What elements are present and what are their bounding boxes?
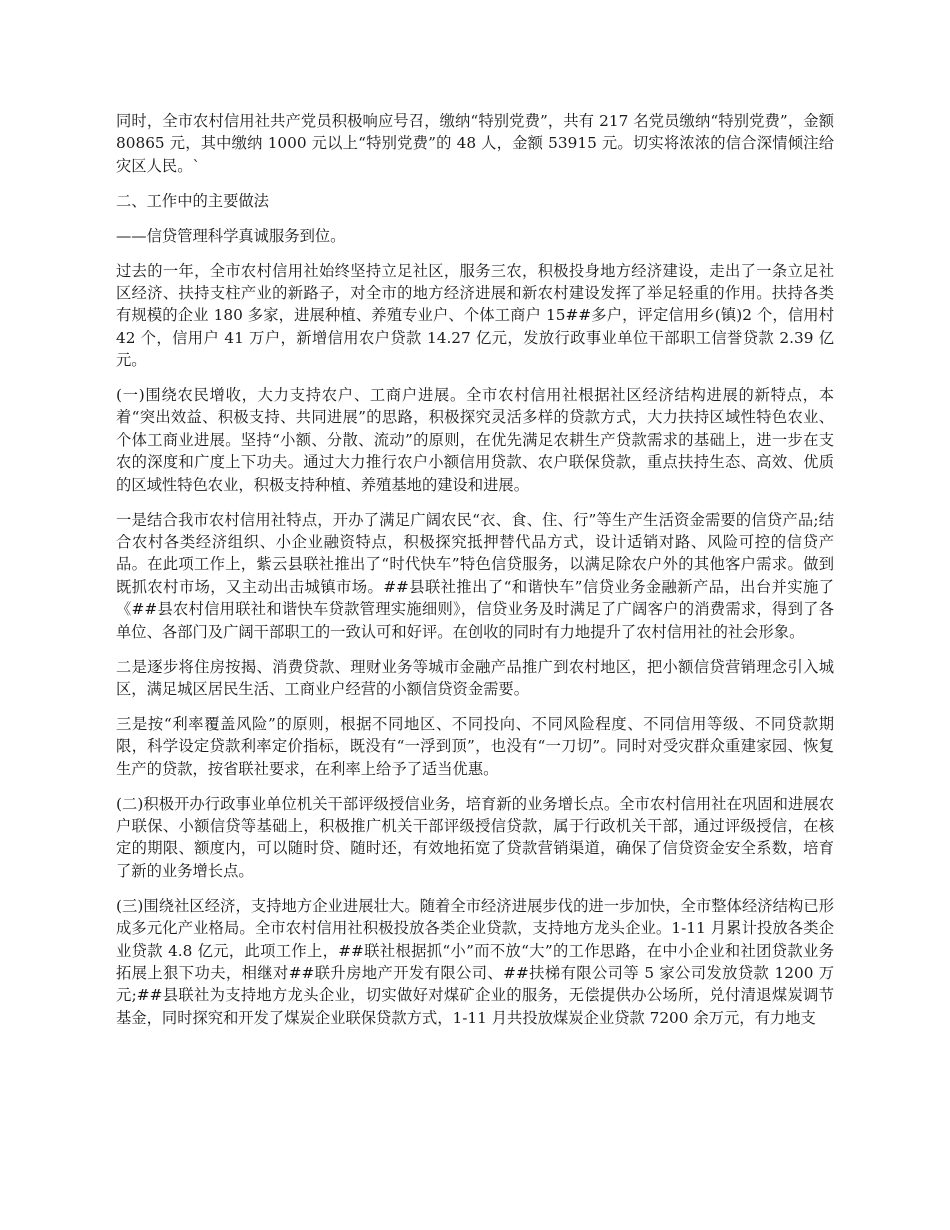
paragraph-item-1: (一)围绕农民增收，大力支持农户、工商户进展。全市农村信用社根据社区经济结构进展的新特点，本着“突出效益、积极支持、共同进展”的思路，积极探究灵活多样的贷款方式，大力扶持区域性特色农业、个体工商业进展。坚持“小额、分散、流动”的原则，在优先满足农耕生产贷款需求的基础上，进一步在支农的深度和广度上下功夫。通过大力推行农户小额信用贷款、农户联保贷款，重点扶持生态、高效、优质的区域性特色农业，积极支持种植、养殖基地的建设和进展。 — [116, 386, 834, 494]
subheading: ——信贷管理科学真诚服务到位。 — [116, 226, 346, 245]
paragraph-overview: 过去的一年，全市农村信用社始终坚持立足社区，服务三农，积极投身地方经济建设，走出了一条立足社区经济、扶持支柱产业的新路子，对全市的地方经济进展和新农村建设发挥了举足轻重的作用。扶持各类有规模的企业 180 多家，进展种植、养殖专业户、个体工商户 15##多户，评定信用乡(镇)2 个，信用村 42 个，信用户 41 万户，新增信用农户贷款 14.27 亿元，发放行政事业单位干部职工信誉贷款 2.39 亿元。 — [116, 261, 834, 370]
paragraph-item-2: (二)积极开办行政事业单位机关干部评级授信业务，培育新的业务增长点。全市农村信用社在巩固和进展农户联保、小额信贷等基础上，积极推广机关干部评级授信贷款，属于行政机关干部，通过评级授信，在核定的期限、额度内，可以随时贷、随时还，有效地拓宽了贷款营销渠道，确保了信贷资金安全系数，培育了新的业务增长点。 — [116, 794, 834, 880]
document-body — [116, 110, 834, 1042]
paragraph-point-3: 三是按“利率覆盖风险”的原则，根据不同地区、不同投向、不同风险程度、不同信用等级、不同贷款期限，科学设定贷款利率定价指标，既没有“一浮到顶”，也没有“一刀切”。同时对受灾群众重建家园、恢复生产的贷款，按省联社要求，在利率上给予了适当优惠。 — [116, 714, 834, 778]
paragraph-item-3: (三)围绕社区经济，支持地方企业进展壮大。随着全市经济进展步伐的进一步加快，全市整体经济结构已形成多元化产业格局。全市农村信用社积极投放各类企业贷款，支持地方龙头企业。1-11 月累计投放各类企业贷款 4.8 亿元，此项工作上，##联社根据抓“小”而不放“大”的工作思路，在中小企业和社团贷款业务拓展上狠下功夫，相继对##联升房地产开发有限公司、##扶梯有限公司等 5 家公司发放贷款 1200 万元;##县联社为支持地方龙头企业，切实做好对煤矿企业的服务，无偿提供办公场所，兑付清退煤炭调节基金，同时探究和开发了煤炭企业联保贷款方式，1-11 月共投放煤炭企业贷款 7200 余万元，有力地支 — [116, 896, 834, 1027]
section-heading: 二、工作中的主要做法 — [116, 191, 269, 210]
paragraph-point-1: 一是结合我市农村信用社特点，开办了满足广阔农民“衣、食、住、行”等生产生活资金需要的信贷产品;结合农村各类经济组织、小企业融资特点，积极探究抵押替代品方式，设计适销对路、风险可控的信贷产品。在此项工作上，紫云县联社推出了“时代快车”特色信贷服务，以满足除农户外的其他客户需求。做到既抓农村市场，又主动出击城镇市场。##县联社推出了“和谐快车”信贷业务金融新产品，出台并实施了《##县农村信用联社和谐快车贷款管理实施细则》，信贷业务及时满足了广阔客户的消费需求，得到了各单位、各部门及广阔干部职工的一致认可和好评。在创收的同时有力地提升了农村信用社的社会形象。 — [116, 510, 834, 641]
paragraph-party-fee: 同时，全市农村信用社共产党员积极响应号召，缴纳“特别党费”，共有 217 名党员缴纳“特别党费”，金额 80865 元，其中缴纳 1000 元以上“特别党费”的 48 人，金额 53915 元。切实将浓浓的信合深情倾注给灾区人民。` — [116, 112, 834, 175]
paragraph-point-2: 二是逐步将住房按揭、消费贷款、理财业务等城市金融产品推广到农村地区，把小额信贷营销理念引入城区，满足城区居民生活、工商业户经营的小额信贷资金需要。 — [116, 657, 834, 698]
